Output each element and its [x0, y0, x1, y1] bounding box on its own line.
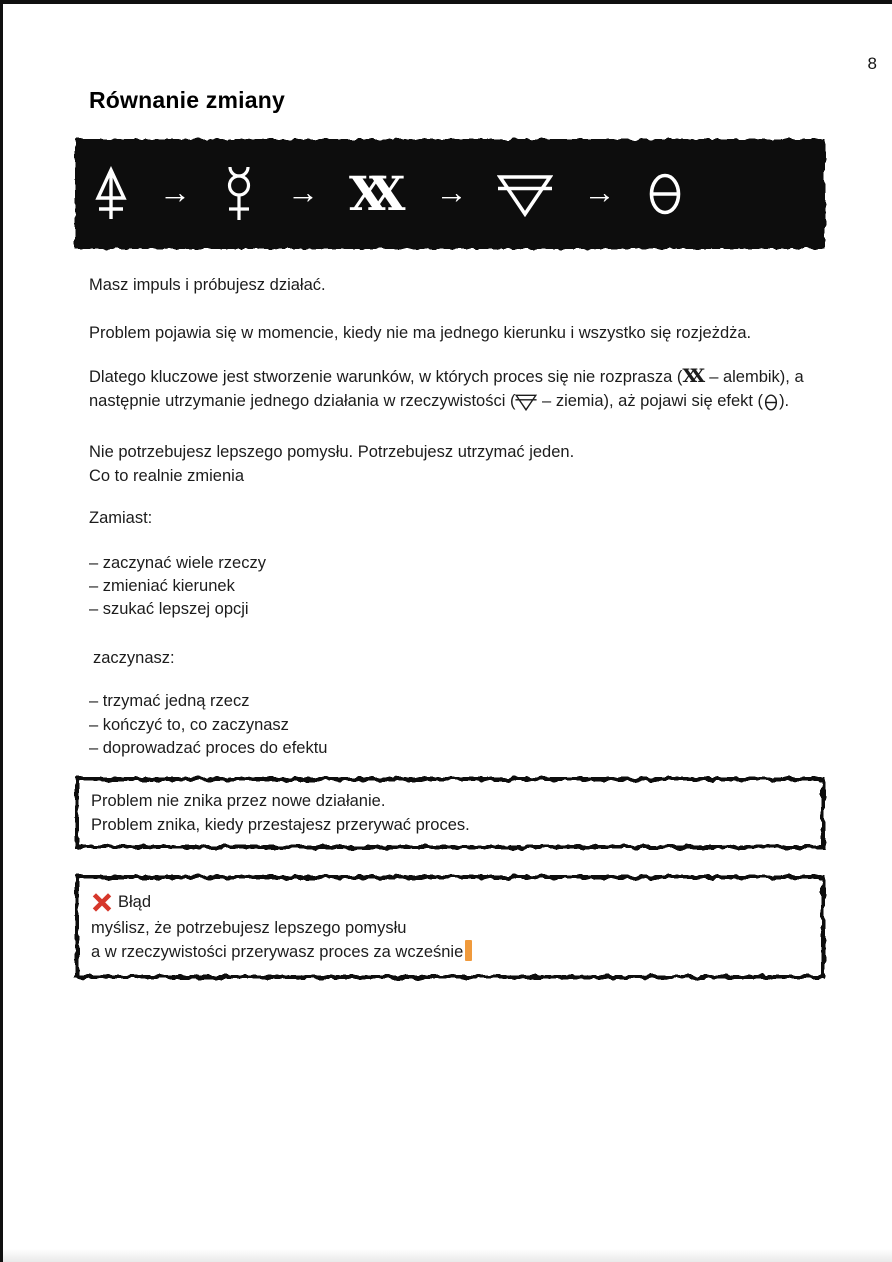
list-item: – zmieniać kierunek	[89, 577, 235, 595]
earth-icon	[497, 171, 553, 217]
callout-line: Problem znika, kiedy przestajesz przerywać proces.	[91, 815, 470, 834]
list-item: – kończyć to, co zaczynasz	[89, 715, 289, 734]
callout-line: Problem nie znika przez nowe działanie.	[91, 791, 386, 810]
sulfur-icon	[93, 166, 129, 223]
list-start	[89, 690, 825, 761]
paragraph-problem: Problem pojawia się w momencie, kiedy nie ma jednego kierunku i wszystko się rozjeżdża.	[89, 324, 752, 342]
callout-problem-box	[75, 777, 825, 849]
list-item: – zaczynać wiele rzeczy	[89, 554, 266, 572]
label-instead: Zamiast:	[89, 509, 153, 527]
red-x-icon	[91, 891, 113, 913]
salt-icon	[763, 395, 779, 413]
page-bottom-shadow	[3, 1249, 892, 1262]
text-cursor	[465, 940, 472, 961]
callout-error-box[interactable]	[75, 875, 825, 979]
label-start: zaczynasz:	[93, 649, 175, 667]
paragraph-impulse: Masz impuls i próbujesz działać.	[89, 276, 326, 294]
alchemy-banner	[75, 139, 825, 249]
alembic-icon: XX	[682, 365, 699, 387]
error-line: myślisz, że potrzebujesz lepszego pomysłu	[91, 918, 407, 937]
list-item: – doprowadzać proces do efektu	[89, 739, 328, 757]
text-line: Co to realnie zmienia	[89, 467, 244, 485]
page-title: Równanie zmiany	[89, 87, 285, 113]
list-item: – szukać lepszej opcji	[89, 600, 249, 618]
error-line-text: a w rzeczywistości przerywasz proces za wcześnie	[91, 942, 464, 961]
earth-icon	[515, 395, 537, 413]
alembic-icon: XX	[349, 166, 390, 222]
page-number: 8	[867, 54, 877, 73]
mercury-icon	[221, 165, 257, 223]
text-segment: – alembik), a następnie utrzymanie jednego działania w rzeczywistości (	[89, 368, 804, 410]
error-title: Błąd	[118, 892, 152, 911]
list-item: – trzymać jedną rzecz	[89, 692, 250, 710]
error-title-row	[91, 888, 809, 916]
paragraph-conditions	[89, 365, 825, 416]
paragraph-keep-one	[89, 440, 825, 488]
list-instead	[89, 552, 825, 621]
text-segment: Dlatego kluczowe jest stworzenie warunków, w których proces się nie rozprasza (	[89, 368, 683, 386]
text-line: Nie potrzebujesz lepszego pomysłu. Potrzebujesz utrzymać jeden.	[89, 443, 575, 461]
arrow-right-icon: →	[583, 174, 616, 210]
arrow-right-icon: →	[435, 174, 468, 210]
text-segment: ).	[779, 392, 790, 410]
arrow-right-icon: →	[159, 174, 191, 210]
text-segment: – ziemia), aż pojawi się efekt (	[537, 392, 764, 410]
error-line	[91, 940, 809, 964]
salt-icon	[645, 170, 685, 218]
arrow-right-icon: →	[287, 174, 319, 210]
